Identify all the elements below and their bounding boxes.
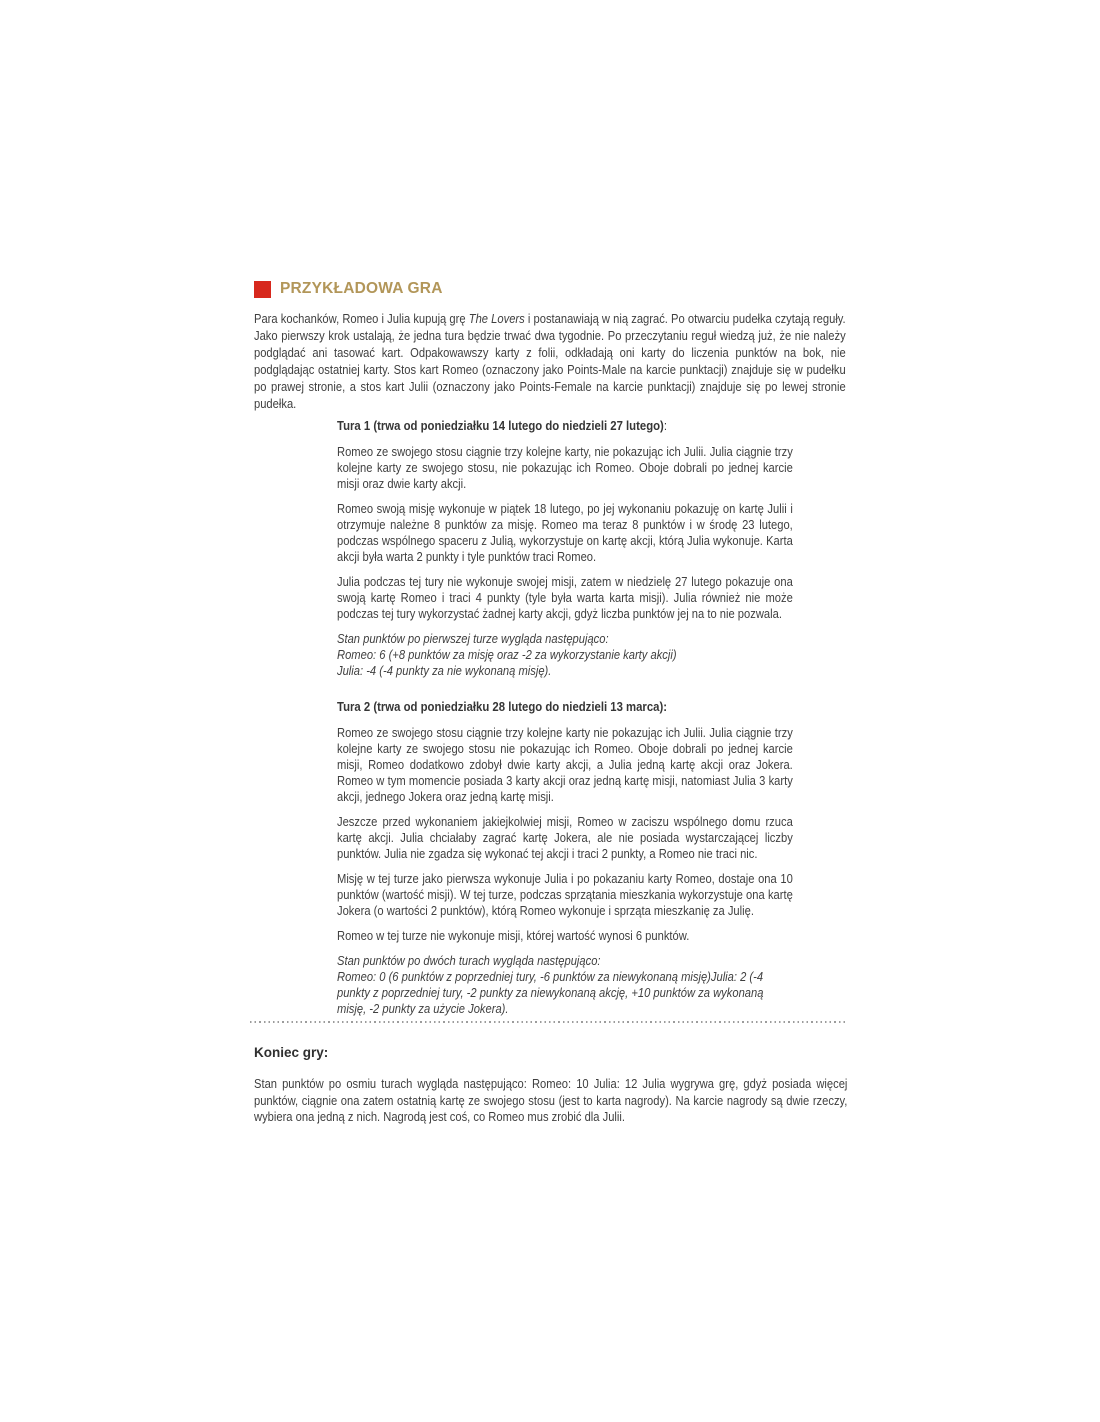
section-title: PRZYKŁADOWA GRA [280,280,443,297]
tura1-score-summary [337,631,793,679]
tura2-paragraph-1: Romeo ze swojego stosu ciągnie trzy kolejne karty nie pokazując ich Julii. Julia ciągnie trzy kolejne karty ze swojego stosu nie pokazując ich Romeo. Oboje dobrali po jednej karcie misji, Romeo dodatkowo zdobył dwie karty akcji, a Julia jedną kartę akcji oraz Jokera. Romeo w tym momencie posiada 3 karty akcji oraz jedną kartę misji, natomiast Julia 3 karty akcji, jednego Jokera oraz jedną kartę misji. [337,725,793,804]
tura1-heading-colon: : [663,418,667,433]
tura1-heading-text: Tura 1 (trwa od poniedziałku 14 lutego do niedzieli 27 lutego) [337,418,664,433]
dotted-divider [250,1021,848,1023]
tura2-score-line-1: Stan punktów po dwóch turach wygląda następująco: [337,953,601,968]
tura1-paragraph-3: Julia podczas tej tury nie wykonuje swojej misji, zatem w niedzielę 27 lutego pokazuje ona swoją kartę Romeo i traci 4 punkty (tyle była warta karta misji). Julia również nie może podczas tej tury wykorzystać żadnej karty akcji, gdyż liczba punktów jej na to nie pozwala. [337,574,793,621]
tura2-paragraph-4: Romeo w tej turze nie wykonuje misji, której wartość wynosi 6 punktów. [337,928,690,943]
intro-paragraph [254,310,846,412]
tura1-heading [337,418,793,434]
section-header [254,280,443,298]
end-section-paragraph: Stan punktów po osmiu turach wygląda następująco: Romeo: 10 Julia: 12 Julia wygrywa grę, gdyż posiada więcej punktów, ciągnie ona zatem ostatnią kartę ze swojego stosu (jest to karta nagrody). Na karcie nagrody są dwie rzeczy, wybiera ona jedną z nich. Nagrodą jest coś, co Romeo mus zrobić dla Julii. [254,1076,848,1124]
tura2-score-text: Romeo: 0 (6 punktów z poprzedniej tury, -6 punktów za niewykonaną misję)Julia: 2 (-4 punkty z poprzedniej tury, -2 punkty za niewykonaną akcję, +10 punktów za wykonaną misję, -2 punkty za użycie Jokera). [337,969,764,1016]
tura2-section [337,699,793,1017]
tura1-score-line-1: Stan punktów po pierwszej turze wygląda następująco: [337,631,609,646]
tura1-section [337,418,793,679]
tura2-paragraph-2: Jeszcze przed wykonaniem jakiejkolwiej misji, Romeo w zaciszu wspólnego domu rzuca kartę akcji. Julia chciałaby zagrać kartę Jokera, ale nie posiada wystarczającej liczby punktów. Julia nie zgadza się wykonać tej akcji i traci 2 punkty, a Romeo nie traci nic. [337,814,793,861]
tura1-paragraph-2: Romeo swoją misję wykonuje w piątek 18 lutego, po jej wykonaniu pokazuję on kartę Julii i otrzymuje należne 8 punktów za misję. Romeo ma teraz 8 punktów i w środę 23 lutego, podczas wspólnego spaceru z Julią, wykorzystuje on kartę akcji, którą Julia wykonuje. Karta akcji była warta 2 punkty i tyle punktów traci Romeo. [337,501,793,564]
end-section-heading: Koniec gry: [254,1045,329,1060]
tura2-paragraph-3: Misję w tej turze jako pierwsza wykonuje Julia i po pokazaniu karty Romeo, dostaje ona 10 punktów (wartość misji). W tej turze, podczas sprzątania mieszkania wykorzystuje ona kartę Jokera (o wartości 2 punktów), którą Romeo wykonuje i sprząta mieszkanię za Julię. [337,871,793,918]
tura1-score-line-2: Romeo: 6 (+8 punktów za misję oraz -2 za wykorzystanie karty akcji) [337,647,677,662]
intro-text-part2: i postanawiają w nią zagrać. Po otwarciu pudełka czytają reguły. Jako pierwszy krok ustalają, że jedna tura będzie trwać dwa tygodnie. Po przeczytaniu reguł wiedzą już, że nie należy podglądać ani tasować kart. Odpakowawszy karty z folii, odkładają oni karty do liczenia punktów na bok, nie podglądając ostatniej karty. Stos kart Romeo (oznaczony jako Points-Male na karcie punktacji) znajduje się w pudełku po prawej stronie, a stos kart Julii (oznaczony jako Points-Female na karcie punktacji) znajduje się po lewej stronie pudełka. [254,311,846,411]
section-marker-icon [254,281,271,298]
game-title-italic: The Lovers [468,311,525,326]
intro-text-part1: Para kochanków, Romeo i Julia kupują grę [254,311,469,326]
tura2-score-summary [337,953,793,1017]
tura1-paragraph-1: Romeo ze swojego stosu ciągnie trzy kolejne karty, nie pokazując ich Julii. Julia ciągnie trzy kolejne karty ze swojego stosu, nie pokazując ich Romeo. Oboje dobrali po jednej karcie misji oraz dwie karty akcji. [337,444,793,491]
tura2-heading: Tura 2 (trwa od poniedziałku 28 lutego do niedzieli 13 marca): [337,699,668,714]
tura1-score-line-3: Julia: -4 (-4 punkty za nie wykonaną misję). [337,663,552,678]
